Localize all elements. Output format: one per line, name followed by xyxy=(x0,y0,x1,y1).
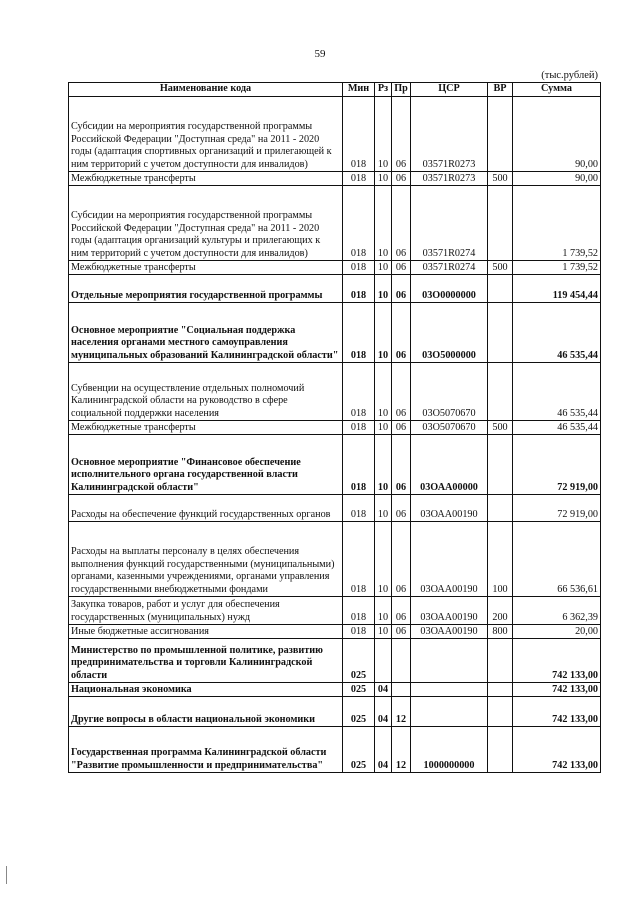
cell-rz: 10 xyxy=(375,363,392,421)
table-row xyxy=(69,172,601,186)
cell-csr: 03571R0273 xyxy=(411,172,488,186)
cell-pr xyxy=(392,639,411,683)
header-sum: Сумма xyxy=(513,83,601,97)
cell-min: 025 xyxy=(343,697,375,727)
units-label: (тыс.рублей) xyxy=(541,70,598,81)
cell-vr: 100 xyxy=(488,522,513,597)
cell-rz: 04 xyxy=(375,683,392,697)
cell-vr xyxy=(488,275,513,303)
table-row xyxy=(69,597,601,625)
cell-sum: 72 919,00 xyxy=(513,495,601,522)
cell-pr: 06 xyxy=(392,597,411,625)
cell-rz: 10 xyxy=(375,261,392,275)
cell-min: 025 xyxy=(343,683,375,697)
table-row xyxy=(69,522,601,597)
table-row xyxy=(69,625,601,639)
cell-sum: 46 535,44 xyxy=(513,303,601,363)
cell-sum: 119 454,44 xyxy=(513,275,601,303)
cell-vr xyxy=(488,495,513,522)
table-header-row xyxy=(69,83,601,97)
cell-vr: 200 xyxy=(488,597,513,625)
cell-rz: 10 xyxy=(375,186,392,261)
cell-csr: 03ОАА00190 xyxy=(411,495,488,522)
cell-sum: 1 739,52 xyxy=(513,261,601,275)
cell-min: 018 xyxy=(343,625,375,639)
cell-sum: 742 133,00 xyxy=(513,639,601,683)
cell-rz: 10 xyxy=(375,495,392,522)
cell-pr: 06 xyxy=(392,625,411,639)
cell-csr xyxy=(411,697,488,727)
cell-name: Субсидии на мероприятия государственной программы Российской Федерации "Доступная среда" на 2011 - 2020 годы (адаптация спортивных организаций и прилегающей к ним территорий с учетом доступности для инвалидов) xyxy=(69,97,343,172)
cell-min: 018 xyxy=(343,275,375,303)
cell-sum: 46 535,44 xyxy=(513,363,601,421)
cell-pr: 06 xyxy=(392,522,411,597)
table-row xyxy=(69,639,601,683)
header-vr: ВР xyxy=(488,83,513,97)
cell-csr: 03О5000000 xyxy=(411,303,488,363)
cell-vr xyxy=(488,97,513,172)
cell-name: Национальная экономика xyxy=(69,683,343,697)
cell-csr: 03571R0274 xyxy=(411,186,488,261)
cell-name: Межбюджетные трансферты xyxy=(69,261,343,275)
cell-vr xyxy=(488,435,513,495)
cell-vr xyxy=(488,186,513,261)
cell-name: Основное мероприятие "Финансовое обеспечение исполнительного органа государственной власти Калининградской области" xyxy=(69,435,343,495)
cell-rz: 10 xyxy=(375,421,392,435)
table-row xyxy=(69,435,601,495)
cell-min: 018 xyxy=(343,97,375,172)
cell-sum: 66 536,61 xyxy=(513,522,601,597)
header-name: Наименование кода xyxy=(69,83,343,97)
cell-name: Межбюджетные трансферты xyxy=(69,421,343,435)
table-row xyxy=(69,683,601,697)
cell-name: Расходы на выплаты персоналу в целях обеспечения выполнения функций государственными (муниципальными) органами, казенными учреждениями, органами управления государственными внебюджетными фондами xyxy=(69,522,343,597)
cell-csr xyxy=(411,639,488,683)
cell-pr: 06 xyxy=(392,495,411,522)
cell-rz: 10 xyxy=(375,435,392,495)
cell-pr xyxy=(392,683,411,697)
cell-sum: 90,00 xyxy=(513,172,601,186)
cell-min: 018 xyxy=(343,597,375,625)
budget-table xyxy=(68,82,601,773)
cell-rz: 10 xyxy=(375,275,392,303)
cell-pr: 06 xyxy=(392,172,411,186)
header-pr: Пр xyxy=(392,83,411,97)
cell-pr: 06 xyxy=(392,186,411,261)
table-row xyxy=(69,186,601,261)
cell-csr: 03ОАА00190 xyxy=(411,522,488,597)
cell-pr: 06 xyxy=(392,97,411,172)
cell-csr: 03ОАА00190 xyxy=(411,625,488,639)
cell-vr xyxy=(488,727,513,773)
cell-rz: 10 xyxy=(375,597,392,625)
cell-pr: 06 xyxy=(392,303,411,363)
cell-vr: 500 xyxy=(488,261,513,275)
cell-rz xyxy=(375,639,392,683)
table-row xyxy=(69,727,601,773)
cell-vr: 500 xyxy=(488,172,513,186)
cell-rz: 10 xyxy=(375,303,392,363)
cell-min: 018 xyxy=(343,172,375,186)
table-row xyxy=(69,275,601,303)
cell-csr: 03О5070670 xyxy=(411,421,488,435)
table-row xyxy=(69,697,601,727)
cell-sum: 6 362,39 xyxy=(513,597,601,625)
cell-min: 018 xyxy=(343,186,375,261)
cell-sum: 742 133,00 xyxy=(513,697,601,727)
cell-vr xyxy=(488,303,513,363)
table-row xyxy=(69,261,601,275)
table-row xyxy=(69,495,601,522)
cell-sum: 20,00 xyxy=(513,625,601,639)
cell-sum: 742 133,00 xyxy=(513,683,601,697)
cell-min: 018 xyxy=(343,522,375,597)
cell-min: 018 xyxy=(343,261,375,275)
cell-rz: 10 xyxy=(375,625,392,639)
cell-csr: 03571R0273 xyxy=(411,97,488,172)
cell-sum: 1 739,52 xyxy=(513,186,601,261)
cell-pr: 06 xyxy=(392,363,411,421)
cell-rz: 10 xyxy=(375,522,392,597)
cell-name: Расходы на обеспечение функций государственных органов xyxy=(69,495,343,522)
cell-rz: 10 xyxy=(375,172,392,186)
cell-name: Иные бюджетные ассигнования xyxy=(69,625,343,639)
cell-min: 018 xyxy=(343,495,375,522)
cell-name: Министерство по промышленной политике, развитию предпринимательства и торговли Калининградской области xyxy=(69,639,343,683)
cell-vr xyxy=(488,697,513,727)
page-number: 59 xyxy=(314,48,326,60)
cell-rz: 04 xyxy=(375,727,392,773)
cell-csr: 03571R0274 xyxy=(411,261,488,275)
cell-name: Другие вопросы в области национальной экономики xyxy=(69,697,343,727)
table-row xyxy=(69,363,601,421)
table-row xyxy=(69,421,601,435)
cell-min: 018 xyxy=(343,435,375,495)
cell-sum: 46 535,44 xyxy=(513,421,601,435)
cell-sum: 72 919,00 xyxy=(513,435,601,495)
cell-csr xyxy=(411,683,488,697)
cell-vr: 800 xyxy=(488,625,513,639)
cell-name: Закупка товаров, работ и услуг для обеспечения государственных (муниципальных) нужд xyxy=(69,597,343,625)
cell-min: 018 xyxy=(343,421,375,435)
cell-pr: 12 xyxy=(392,727,411,773)
cell-pr: 06 xyxy=(392,435,411,495)
cell-vr xyxy=(488,639,513,683)
cell-vr: 500 xyxy=(488,421,513,435)
cell-min: 025 xyxy=(343,639,375,683)
cell-rz: 10 xyxy=(375,97,392,172)
cell-name: Субсидии на мероприятия государственной программы Российской Федерации "Доступная среда" на 2011 - 2020 годы (адаптация организаций культуры и прилегающих к ним территорий с учетом доступности для инвалидов) xyxy=(69,186,343,261)
header-csr: ЦСР xyxy=(411,83,488,97)
cell-pr: 12 xyxy=(392,697,411,727)
cell-min: 025 xyxy=(343,727,375,773)
cell-csr: 03О0000000 xyxy=(411,275,488,303)
cell-min: 018 xyxy=(343,303,375,363)
cell-name: Основное мероприятие "Социальная поддержка населения органами местного самоуправления муниципальных образований Калининградской области" xyxy=(69,303,343,363)
cell-vr xyxy=(488,363,513,421)
header-min: Мин xyxy=(343,83,375,97)
cell-pr: 06 xyxy=(392,421,411,435)
cell-name: Государственная программа Калининградской области "Развитие промышленности и предпринимательства" xyxy=(69,727,343,773)
margin-mark xyxy=(6,866,7,884)
cell-sum: 90,00 xyxy=(513,97,601,172)
cell-csr: 03ОАА00000 xyxy=(411,435,488,495)
table-row xyxy=(69,303,601,363)
cell-pr: 06 xyxy=(392,275,411,303)
cell-min: 018 xyxy=(343,363,375,421)
cell-csr: 03О5070670 xyxy=(411,363,488,421)
table-row xyxy=(69,97,601,172)
cell-csr: 03ОАА00190 xyxy=(411,597,488,625)
header-rz: Рз xyxy=(375,83,392,97)
cell-sum: 742 133,00 xyxy=(513,727,601,773)
cell-vr xyxy=(488,683,513,697)
cell-name: Субвенции на осуществление отдельных полномочий Калининградской области на руководство в сфере социальной поддержки населения xyxy=(69,363,343,421)
cell-rz: 04 xyxy=(375,697,392,727)
cell-name: Отдельные мероприятия государственной программы xyxy=(69,275,343,303)
cell-pr: 06 xyxy=(392,261,411,275)
cell-csr: 1000000000 xyxy=(411,727,488,773)
cell-name: Межбюджетные трансферты xyxy=(69,172,343,186)
